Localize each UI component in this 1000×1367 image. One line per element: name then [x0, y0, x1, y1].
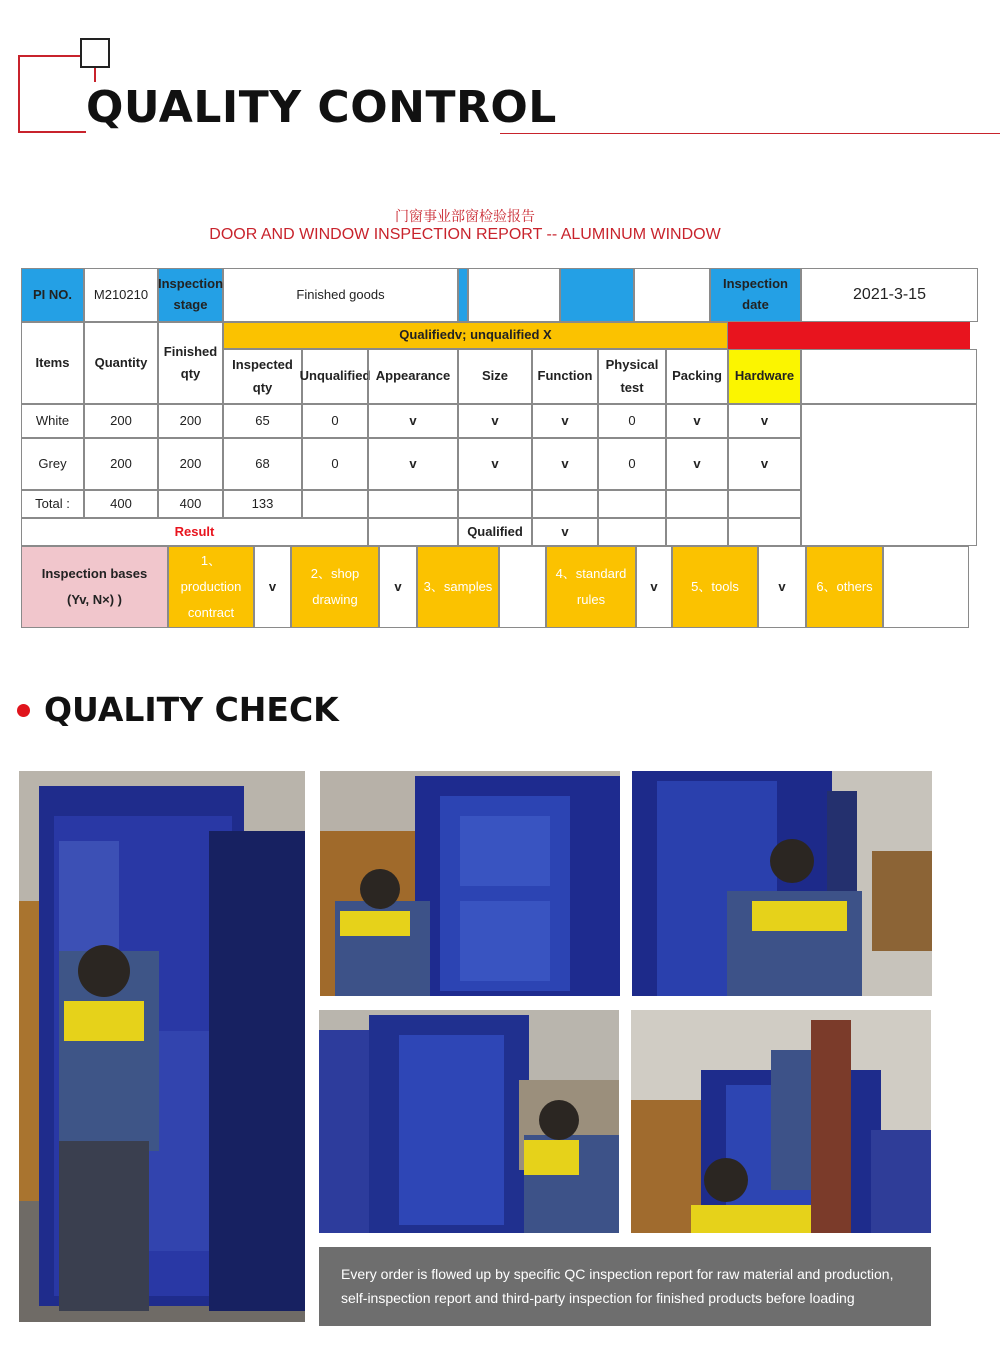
blank-cell [666, 490, 728, 518]
bases-label: Inspection bases (Yv, N×) ) [21, 546, 168, 628]
inspection-photo [632, 771, 932, 996]
report-title-en: DOOR AND WINDOW INSPECTION REPORT -- ALUMINUM WINDOW [209, 226, 721, 243]
row-finished: 200 [158, 438, 223, 490]
inspection-photo [19, 771, 305, 1322]
row-inspected: 68 [223, 438, 302, 490]
blank-cell [598, 518, 666, 546]
row-item: Grey [21, 438, 84, 490]
date-value: 2021-3-15 [801, 268, 978, 322]
basis-standard-rules: 4、standard rules [546, 546, 636, 628]
row-hardware: v [728, 404, 801, 438]
bullet-icon [17, 704, 30, 717]
header-packing: Packing [666, 349, 728, 404]
row-inspected: 65 [223, 404, 302, 438]
qualified-legend: Qualifiedv; unqualified X [223, 322, 728, 349]
header-physical-test: Physical test [598, 349, 666, 404]
header-finished-qty: Finished qty [158, 322, 223, 404]
row-function: v [532, 404, 598, 438]
result-value-mark: v [532, 518, 598, 546]
basis-others: 6、others [806, 546, 883, 628]
header-inspected-qty: Inspected qty [223, 349, 302, 404]
caption-line: Every order is flowed up by specific QC inspection report for raw material and production, [341, 1266, 894, 1282]
basis-tools: 5、tools [672, 546, 758, 628]
row-item: White [21, 404, 84, 438]
quality-check-caption [319, 1247, 931, 1326]
blank-cell [728, 518, 801, 546]
basis-samples: 3、samples [417, 546, 499, 628]
inspection-photo [319, 1010, 619, 1233]
row-unqualified: 0 [302, 404, 368, 438]
header-hardware: Hardware [728, 349, 801, 404]
blank-cell [302, 490, 368, 518]
blank-cell [801, 404, 977, 546]
page-title: QUALITY CONTROL [86, 82, 561, 133]
row-packing: v [666, 438, 728, 490]
stage-label: Inspection stage [158, 268, 223, 322]
basis-shop-drawing: 2、shop drawing [291, 546, 379, 628]
row-quantity: 200 [84, 404, 158, 438]
inspection-photo [631, 1010, 931, 1233]
total-quantity: 400 [84, 490, 158, 518]
title-decoration-corner [80, 38, 110, 68]
row-finished: 200 [158, 404, 223, 438]
blank-cell [458, 268, 468, 322]
row-quantity: 200 [84, 438, 158, 490]
row-size: v [458, 404, 532, 438]
section-title: QUALITY CHECK [44, 690, 339, 729]
basis-mark [883, 546, 969, 628]
report-title-cn: 门窗事业部窗检验报告 [395, 209, 535, 225]
total-inspected: 133 [223, 490, 302, 518]
blank-cell [560, 268, 634, 322]
header-appearance: Appearance [368, 349, 458, 404]
row-appearance: v [368, 404, 458, 438]
header-size: Size [458, 349, 532, 404]
blank-cell [368, 490, 458, 518]
blank-cell [728, 490, 801, 518]
header-quantity: Quantity [84, 322, 158, 404]
pi-label: PI NO. [21, 268, 84, 322]
basis-mark: v [254, 546, 291, 628]
total-finished: 400 [158, 490, 223, 518]
title-divider [500, 133, 1000, 134]
blank-cell [468, 268, 560, 322]
blank-cell [634, 268, 710, 322]
date-label: Inspection date [710, 268, 801, 322]
basis-production-contract: 1、production contract [168, 546, 254, 628]
blank-cell [598, 490, 666, 518]
basis-mark: v [758, 546, 806, 628]
row-hardware: v [728, 438, 801, 490]
basis-mark: v [636, 546, 672, 628]
total-label: Total : [21, 490, 84, 518]
red-band [728, 322, 970, 349]
caption-line: self-inspection report and third-party inspection for finished products before loading [341, 1290, 855, 1306]
row-packing: v [666, 404, 728, 438]
header-items: Items [21, 322, 84, 404]
blank-cell [458, 490, 532, 518]
basis-mark [499, 546, 546, 628]
row-physical: 0 [598, 438, 666, 490]
row-function: v [532, 438, 598, 490]
blank-cell [666, 518, 728, 546]
result-value-label: Qualified [458, 518, 532, 546]
blank-cell [532, 490, 598, 518]
inspection-photo [320, 771, 620, 996]
row-appearance: v [368, 438, 458, 490]
blank-cell [801, 349, 977, 404]
stage-value: Finished goods [223, 268, 458, 322]
pi-value: M210210 [84, 268, 158, 322]
row-unqualified: 0 [302, 438, 368, 490]
result-label: Result [21, 518, 368, 546]
header-function: Function [532, 349, 598, 404]
row-physical: 0 [598, 404, 666, 438]
row-size: v [458, 438, 532, 490]
blank-cell [368, 518, 458, 546]
header-unqualified: Unqualified [302, 349, 368, 404]
basis-mark: v [379, 546, 417, 628]
